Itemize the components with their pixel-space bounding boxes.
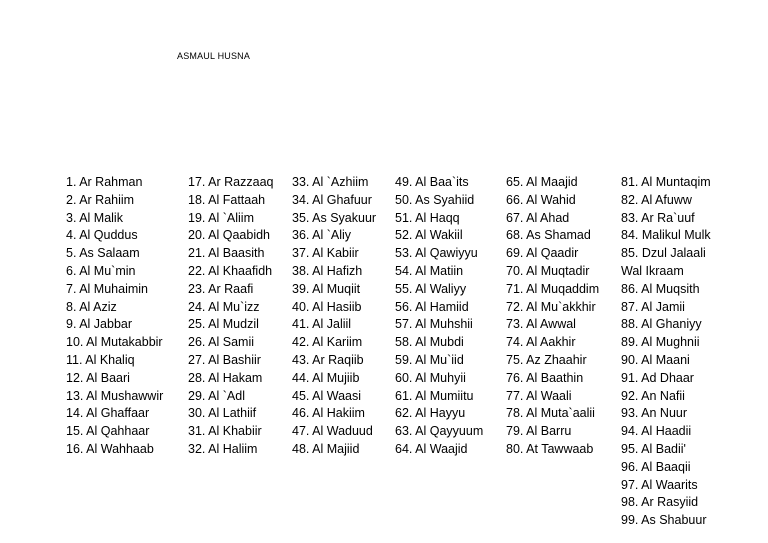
list-item: 34. Al Ghafuur (292, 192, 372, 207)
list-item: 19. Al `Aliim (188, 210, 254, 225)
list-item: 95. Al Badii' (621, 441, 686, 456)
list-item: 14. Al Ghaffaar (66, 406, 150, 421)
names-column-5 (506, 174, 599, 459)
list-item: 70. Al Muqtadir (506, 263, 590, 278)
list-item: 96. Al Baaqii (621, 459, 691, 474)
list-item: 71. Al Muqaddim (506, 281, 600, 296)
list-item: 97. Al Waarits (621, 477, 698, 492)
list-item: 86. Al Muqsith (621, 281, 700, 296)
list-item: 26. Al Samii (188, 335, 255, 350)
list-item: 69. Al Qaadir (506, 246, 579, 261)
list-item: 37. Al Kabiir (292, 246, 359, 261)
names-column-3 (292, 174, 376, 459)
list-item: 42. Al Kariim (292, 335, 363, 350)
list-item: 77. Al Waali (506, 388, 572, 403)
list-item: 20. Al Qaabidh (188, 228, 271, 243)
list-item: 68. As Shamad (506, 228, 591, 243)
list-item: 46. Al Hakiim (292, 406, 365, 421)
names-column-4 (395, 174, 483, 459)
list-item: 88. Al Ghaniyy (621, 317, 702, 332)
page-title: ASMAUL HUSNA (177, 51, 251, 61)
list-item: 41. Al Jaliil (292, 317, 352, 332)
list-item: 18. Al Fattaah (188, 192, 266, 207)
list-item: 29. Al `Adl (188, 388, 245, 403)
list-item: 81. Al Muntaqim (621, 175, 711, 189)
list-item: 15. Al Qahhaar (66, 424, 150, 439)
names-column-2 (188, 174, 273, 459)
list-item: 22. Al Khaafidh (188, 263, 273, 278)
list-item: 57. Al Muhshii (395, 317, 473, 332)
list-item: 76. Al Baathin (506, 370, 584, 385)
list-item: 11. Al Khaliq (66, 352, 135, 367)
list-item: 78. Al Muta`aalii (506, 406, 595, 421)
list-item: 64. Al Waajid (395, 441, 468, 456)
list-item: 49. Al Baa`its (395, 175, 469, 189)
list-item: 48. Al Majiid (292, 441, 360, 456)
list-item: 92. An Nafii (621, 388, 685, 403)
list-item: 75. Az Zhaahir (506, 352, 587, 367)
list-item: 90. Al Maani (621, 352, 690, 367)
list-item: 32. Al Haliim (188, 441, 258, 456)
list-item: 28. Al Hakam (188, 370, 263, 385)
list-item: 91. Ad Dhaar (621, 370, 694, 385)
list-item: 16. Al Wahhaab (66, 441, 154, 456)
list-item: 87. Al Jamii (621, 299, 685, 314)
list-item: 66. Al Wahid (506, 192, 576, 207)
list-item: 8. Al Aziz (66, 299, 117, 314)
list-item: 60. Al Muhyii (395, 370, 466, 385)
list-item: 43. Ar Raqiib (292, 352, 364, 367)
list-item: 44. Al Mujiib (292, 370, 360, 385)
list-item: 67. Al Ahad (506, 210, 570, 225)
list-item: 33. Al `Azhiim (292, 175, 369, 189)
list-item: 73. Al Awwal (506, 317, 576, 332)
list-item: 35. As Syakuur (292, 210, 377, 225)
list-item: 30. Al Lathiif (188, 406, 257, 421)
list-item: 59. Al Mu`iid (395, 352, 464, 367)
list-item: 2. Ar Rahiim (66, 192, 135, 207)
list-item: 13. Al Mushawwir (66, 388, 164, 403)
list-item: 47. Al Waduud (292, 424, 373, 439)
list-item: 53. Al Qawiyyu (395, 246, 478, 261)
list-item: 51. Al Haqq (395, 210, 460, 225)
list-item: 99. As Shabuur (621, 513, 707, 528)
list-item: 61. Al Mumiitu (395, 388, 474, 403)
names-column-6 (621, 174, 711, 530)
list-item: 65. Al Maajid (506, 175, 578, 189)
list-item: 45. Al Waasi (292, 388, 362, 403)
list-item: 94. Al Haadii (621, 424, 692, 439)
list-item: 89. Al Mughnii (621, 335, 700, 350)
list-item: 93. An Nuur (621, 406, 688, 421)
list-item: 12. Al Baari (66, 370, 130, 385)
list-item: 62. Al Hayyu (395, 406, 466, 421)
list-item: 3. Al Malik (66, 210, 123, 225)
list-item: 10. Al Mutakabbir (66, 335, 163, 350)
list-item: 84. Malikul Mulk (621, 228, 711, 243)
list-item: 24. Al Mu`izz (188, 299, 260, 314)
list-item: 40. Al Hasiib (292, 299, 362, 314)
list-item: 98. Ar Rasyiid (621, 495, 699, 510)
list-item: 38. Al Hafizh (292, 263, 363, 278)
list-item: 5. As Salaam (66, 246, 140, 261)
list-item: 83. Ar Ra`uuf (621, 210, 695, 225)
names-column-1 (66, 174, 163, 459)
list-item: 72. Al Mu`akkhir (506, 299, 596, 314)
list-item: 85. Dzul Jalaali (621, 246, 706, 261)
list-item: 80. At Tawwaab (506, 441, 594, 456)
list-item: 27. Al Bashiir (188, 352, 261, 367)
list-item: 36. Al `Aliy (292, 228, 352, 243)
list-item: 74. Al Aakhir (506, 335, 576, 350)
list-item: 63. Al Qayyuum (395, 424, 484, 439)
list-item: 23. Ar Raafi (188, 281, 254, 296)
list-item: 25. Al Mudzil (188, 317, 259, 332)
list-item: 31. Al Khabiir (188, 424, 262, 439)
list-item: 54. Al Matiin (395, 263, 464, 278)
list-item: 58. Al Mubdi (395, 335, 464, 350)
list-item: 56. Al Hamiid (395, 299, 469, 314)
list-item: 6. Al Mu`min (66, 263, 136, 278)
list-item: 21. Al Baasith (188, 246, 265, 261)
list-item: 55. Al Waliyy (395, 281, 467, 296)
list-item: 50. As Syahiid (395, 192, 475, 207)
list-item: 7. Al Muhaimin (66, 281, 148, 296)
list-item: 82. Al Afuww (621, 192, 692, 207)
list-item: 52. Al Wakiil (395, 228, 463, 243)
list-item: Wal Ikraam (621, 263, 684, 278)
list-item: 4. Al Quddus (66, 228, 138, 243)
list-item: 39. Al Muqiit (292, 281, 361, 296)
list-item: 17. Ar Razzaaq (188, 175, 274, 189)
list-item: 1. Ar Rahman (66, 175, 143, 189)
list-item: 79. Al Barru (506, 424, 572, 439)
list-item: 9. Al Jabbar (66, 317, 133, 332)
